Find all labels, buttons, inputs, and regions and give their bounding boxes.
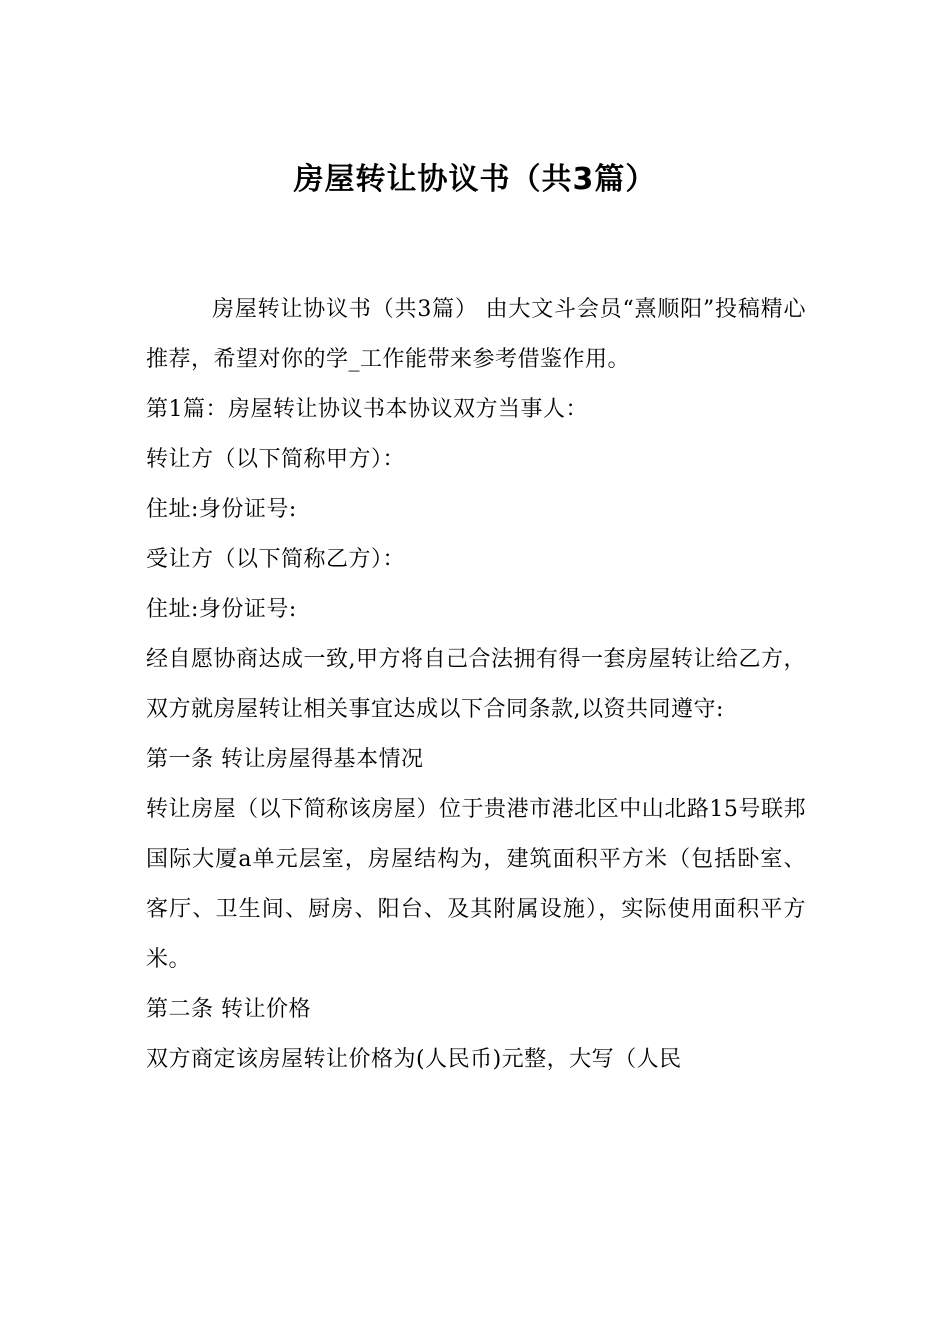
article-1-heading: 第一条 转让房屋得基本情况 [146,747,424,772]
intro-paragraph: 房屋转让协议书（共3篇） 由大文斗会员“熹顺阳”投稿精心推荐，希望对你的学_工作能带来参考借鉴作用。 [146,297,806,372]
article-2-paragraph: 双方商定该房屋转让价格为(人民币)元整，大写（人民 [146,1047,682,1072]
section-heading-part1: 第1篇：房屋转让协议书本协议双方当事人： [146,397,588,422]
article-2-heading: 第二条 转让价格 [146,997,311,1022]
agreement-paragraph: 经自愿协商达成一致,甲方将自己合法拥有得一套房屋转让给乙方，双方就房屋转让相关事宜达成以下合同条款,以资共同遵守: [146,647,806,722]
document-title: 房屋转让协议书（共3篇） [293,162,657,197]
transferor-address-line: 住址:身份证号: [146,497,297,522]
transferee-line: 受让方（以下简称乙方）： [146,547,406,572]
transferor-line: 转让方（以下简称甲方）： [146,447,406,472]
transferee-address-line: 住址:身份证号: [146,597,297,622]
article-1-paragraph: 转让房屋（以下简称该房屋）位于贵港市港北区中山北路15号联邦国际大厦a单元层室，房屋结构为，建筑面积平方米（包括卧室、客厅、卫生间、厨房、阳台、及其附属设施），实际使用面积平方米。 [146,797,806,972]
document-body [146,285,806,1085]
